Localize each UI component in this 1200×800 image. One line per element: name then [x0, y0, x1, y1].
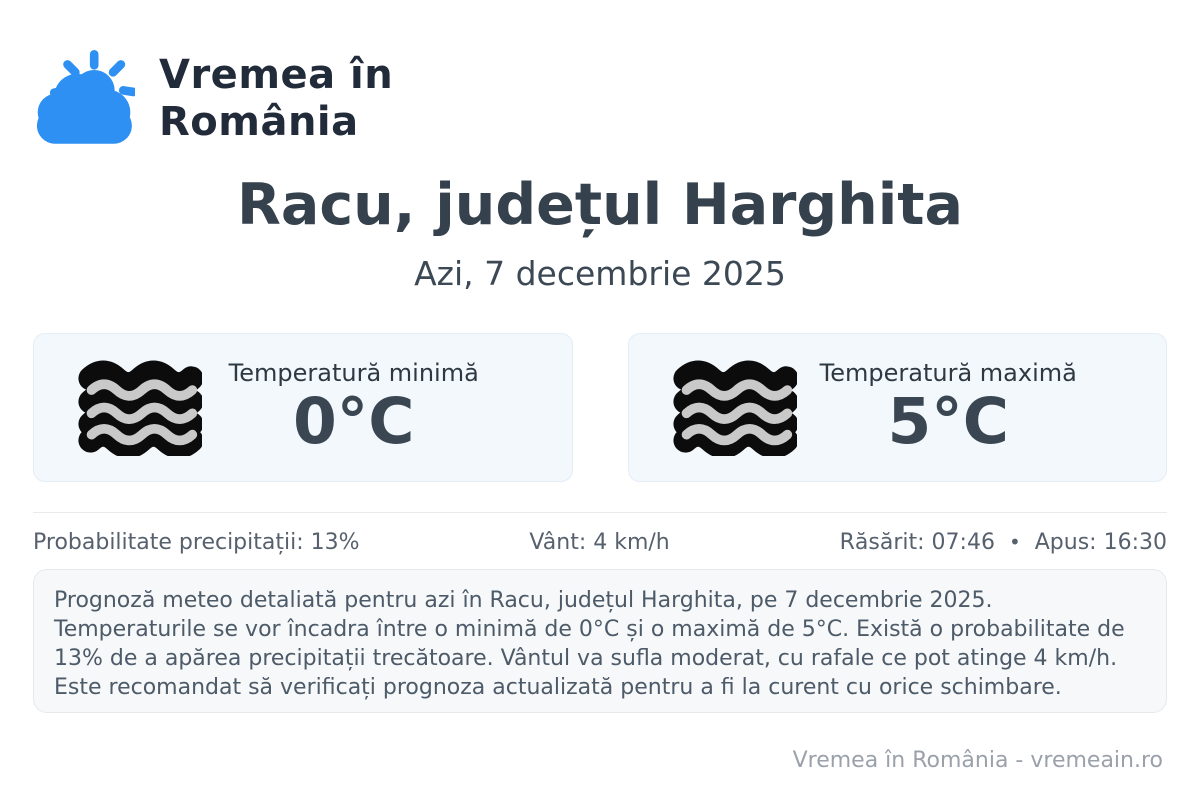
brand-header	[33, 48, 1167, 150]
stats-row	[33, 530, 1167, 555]
wind-stat: Vânt: 4 km/h	[529, 529, 670, 555]
max-temperature-value: 5°C	[887, 385, 1010, 459]
temperature-cards	[33, 333, 1167, 482]
footer-credit: Vremea în România - vremeain.ro	[792, 748, 1163, 773]
fog-icon	[671, 359, 797, 456]
brand-name-line1: Vremea în	[159, 52, 394, 98]
forecast-box	[33, 569, 1167, 713]
page-subtitle: Azi, 7 decembrie 2025	[414, 253, 786, 293]
sunrise-stat: Răsărit: 07:46	[839, 529, 995, 555]
precipitation-stat: Probabilitate precipitații: 13%	[33, 529, 360, 555]
max-temperature-content	[797, 359, 1101, 459]
forecast-text: Prognoză meteo detaliată pentru azi în Racu, județul Harghita, pe 7 decembrie 2025. Temperaturile se vor încadra între o minimă de 0°C și o maximă de 5°C. Există o probabilitate de 13% de a apărea precipitații trecătoare. Vântul va sufla moderat, cu rafale ce pot atinge 4 km/h. Este recomandat să verificați prognoza actualizată pentru a fi la curent cu orice schimbare.	[54, 587, 1125, 700]
bullet-separator: •	[1008, 529, 1021, 554]
max-temperature-label: Temperatură maximă	[819, 359, 1077, 388]
brand-name-line2: România	[159, 99, 359, 145]
max-temperature-card	[628, 333, 1168, 482]
stats-divider	[33, 512, 1167, 513]
sunset-stat: Apus: 16:30	[1034, 529, 1167, 555]
fog-icon	[76, 359, 202, 456]
min-temperature-card	[33, 333, 573, 482]
min-temperature-label: Temperatură minimă	[228, 359, 479, 388]
min-temperature-content	[202, 359, 506, 459]
min-temperature-value: 0°C	[292, 385, 415, 459]
sun-times-stat	[840, 530, 1167, 555]
page-title: Racu, județul Harghita	[237, 172, 963, 238]
sun-cloud-logo-icon	[33, 48, 135, 150]
brand-name	[159, 52, 393, 146]
